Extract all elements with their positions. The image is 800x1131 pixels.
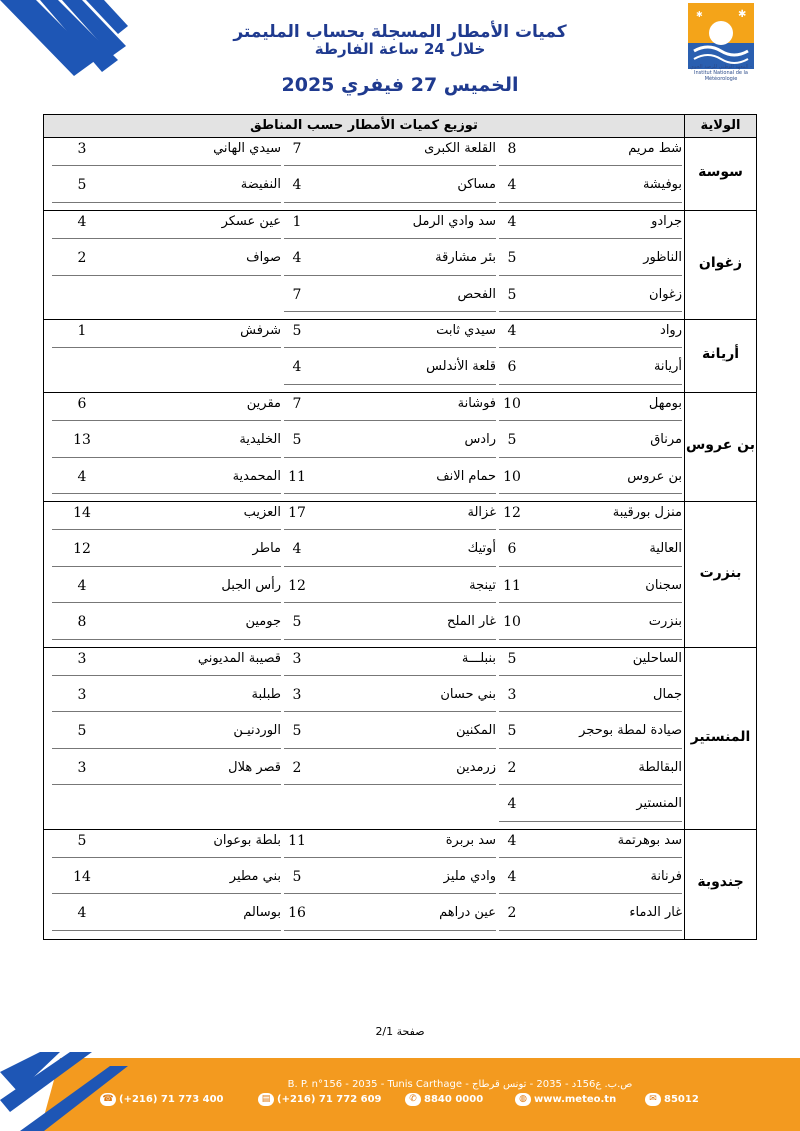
rainfall-value: 4 (77, 468, 87, 485)
cell-underline (499, 384, 682, 385)
station-name: غار الدماء (629, 905, 682, 921)
cell-underline (52, 784, 281, 785)
cell-underline (52, 529, 281, 530)
region-name: بنزرت (699, 564, 742, 581)
cell-underline (284, 275, 496, 276)
station-name: غزالة (467, 505, 496, 520)
cell-underline (284, 311, 496, 312)
region-name: زغوان (698, 255, 743, 272)
rainfall-value: 11 (288, 832, 306, 849)
cell-underline (499, 857, 682, 858)
cell-underline (284, 893, 496, 894)
station-name: وادي مليز (443, 869, 496, 884)
cell-underline (499, 347, 682, 348)
station-name: قصر هلال (228, 759, 281, 775)
header-stripes-decoration (0, 0, 140, 80)
rainfall-value: 17 (288, 505, 306, 521)
station-name: الناظور (643, 250, 682, 266)
station-name: بني مطير (229, 869, 281, 884)
station-name: المكنين (455, 723, 496, 739)
rainfall-value: 8 (507, 141, 517, 157)
region-name: المنستير (690, 728, 751, 745)
report-title: كميات الأمطار المسجلة بحساب المليمتر (233, 22, 567, 42)
cell-underline (284, 384, 496, 385)
svg-text:✱: ✱ (696, 10, 703, 19)
region-separator (44, 137, 756, 138)
station-name: رادس (464, 432, 496, 448)
station-name: زرمدين (456, 759, 496, 775)
cell-underline (284, 420, 496, 421)
cell-underline (284, 457, 496, 458)
station-name: البقالطة (638, 759, 682, 775)
rainfall-value: 7 (292, 395, 302, 412)
rainfall-value: 5 (292, 323, 302, 339)
region-separator (44, 392, 756, 393)
rainfall-value: 3 (292, 687, 302, 703)
station-name: صواف (246, 250, 281, 266)
header-distribution: توزيع كميات الأمطار حسب المناطق (250, 118, 478, 133)
logo-caption: المعهد الوطني للرصد الجوي - Institut National de la Météorologie (690, 64, 752, 82)
station-name: المنستير (636, 796, 682, 812)
cell-underline (52, 857, 281, 858)
cell-underline (284, 202, 496, 203)
region-separator (44, 210, 756, 211)
cell-underline (284, 602, 496, 603)
rainfall-value: 3 (77, 759, 87, 776)
report-subtitle: خلال 24 ساعة الفارطة (314, 40, 486, 58)
station-name: جمال (653, 687, 682, 702)
region-separator (44, 501, 756, 502)
rainfall-value: 5 (507, 286, 517, 303)
station-name: سيدي الهاني (213, 141, 281, 156)
region-separator (44, 647, 756, 648)
station-name: قلعة الأندلس (426, 359, 496, 375)
rainfall-value: 3 (507, 687, 517, 703)
rainfall-value: 1 (292, 213, 302, 230)
cell-underline (284, 529, 496, 530)
cell-underline (52, 748, 281, 749)
rainfall-value: 5 (292, 723, 302, 740)
phone-icon: ☎ (100, 1093, 116, 1106)
region-separator (44, 829, 756, 830)
cell-underline (284, 347, 496, 348)
station-name: شط مريم (628, 141, 682, 156)
station-name: مساكن (457, 177, 496, 193)
station-name: جرادو (651, 213, 682, 229)
rainfall-value: 4 (292, 177, 302, 194)
station-name: ماطر (252, 541, 281, 557)
station-name: طبلبة (251, 687, 281, 702)
rainfall-value: 4 (292, 359, 302, 376)
station-name: بوسالم (243, 905, 281, 921)
cell-underline (52, 566, 281, 567)
cell-underline (499, 420, 682, 421)
rainfall-value: 3 (292, 650, 302, 667)
meteo-logo (688, 3, 754, 69)
rainfall-value: 11 (288, 468, 306, 485)
rainfall-value: 3 (77, 650, 87, 667)
station-name: جومين (245, 614, 281, 630)
station-name: مقرين (246, 395, 281, 411)
rainfall-value: 5 (507, 250, 517, 267)
station-name: فوشانة (457, 395, 496, 411)
rainfall-value: 4 (77, 577, 87, 594)
cell-underline (52, 275, 281, 276)
station-name: عين دراهم (439, 905, 496, 921)
station-name: الوردنيـن (233, 723, 281, 739)
rainfall-value: 4 (77, 213, 87, 230)
cell-underline (52, 675, 281, 676)
rainfall-value: 10 (503, 395, 521, 412)
cell-underline (499, 238, 682, 239)
station-name: مرناق (650, 432, 682, 448)
region-name: بن عروس (685, 437, 756, 454)
rainfall-value: 10 (503, 614, 521, 631)
sms-icon: ✉ (645, 1093, 661, 1106)
station-name: سد وادي الرمل (412, 213, 496, 229)
fax-icon: ▤ (258, 1093, 274, 1106)
footer-website[interactable]: ◍ www.meteo.tn (515, 1092, 616, 1108)
rainfall-value: 2 (507, 905, 517, 922)
cell-underline (499, 748, 682, 749)
rainfall-value: 4 (507, 796, 517, 813)
cell-underline (499, 202, 682, 203)
station-name: حمام الانف (436, 468, 496, 484)
cell-underline (284, 675, 496, 676)
region-name: أريانة (701, 346, 740, 363)
rainfall-value: 4 (507, 323, 517, 339)
station-name: صيادة لمطة بوحجر (579, 723, 682, 739)
rainfall-value: 4 (507, 832, 517, 849)
rainfall-value: 4 (507, 213, 517, 230)
cell-underline (499, 566, 682, 567)
region-separator (44, 319, 756, 320)
station-name: غار الملح (447, 614, 496, 630)
footer-address: B. P. n°156 - 2035 - Tunis Carthage - ص.ب. ع156د - 2035 - تونس قرطاج (287, 1079, 633, 1090)
rainfall-value: 4 (292, 250, 302, 267)
rainfall-value: 5 (77, 177, 87, 194)
cell-underline (52, 238, 281, 239)
rainfall-value: 4 (507, 177, 517, 194)
station-name: بومهل (648, 395, 682, 411)
footer-phone: ☎ (+216) 71 773 400 (100, 1092, 224, 1108)
cell-underline (499, 784, 682, 785)
footer-sms: ✉ 85012 (645, 1092, 699, 1108)
cell-underline (284, 711, 496, 712)
cell-underline (52, 602, 281, 603)
rainfall-value: 5 (292, 614, 302, 631)
rainfall-table (43, 114, 757, 940)
cell-underline (284, 493, 496, 494)
rainfall-value: 3 (77, 687, 87, 703)
station-name: أوتيك (467, 541, 496, 557)
rainfall-value: 8 (77, 614, 87, 631)
footer-fax: ▤ (+216) 71 772 609 (258, 1092, 382, 1108)
station-name: النفيضة (240, 177, 281, 193)
rainfall-value: 7 (292, 286, 302, 303)
station-name: الخليدية (239, 432, 281, 448)
cell-underline (52, 893, 281, 894)
station-name: بني حسان (440, 687, 496, 702)
cell-underline (499, 893, 682, 894)
cell-underline (499, 275, 682, 276)
cell-underline (52, 457, 281, 458)
cell-underline (284, 930, 496, 931)
rainfall-value: 13 (73, 432, 91, 449)
cell-underline (52, 165, 281, 166)
rainfall-value: 14 (73, 869, 91, 885)
rainfall-value: 5 (507, 723, 517, 740)
report-date: الخميس 27 فيفري 2025 (281, 74, 519, 96)
cell-underline (52, 202, 281, 203)
rainfall-value: 11 (503, 577, 521, 594)
rainfall-value: 7 (292, 141, 302, 157)
cell-underline (52, 420, 281, 421)
svg-text:✱: ✱ (738, 9, 747, 20)
rainfall-value: 5 (507, 432, 517, 449)
cell-underline (52, 347, 281, 348)
station-name: بئر مشارقة (435, 250, 496, 266)
rainfall-value: 1 (77, 323, 87, 339)
cell-underline (499, 639, 682, 640)
station-name: بلطة بوعوان (213, 832, 281, 848)
cell-underline (499, 930, 682, 931)
rainfall-value: 16 (288, 905, 306, 922)
page-number: صفحة 2/1 (375, 1025, 425, 1038)
station-name: سجنان (645, 577, 682, 593)
station-name: قصيبة المديوني (197, 650, 281, 666)
cell-underline (284, 639, 496, 640)
cell-underline (499, 821, 682, 822)
rainfall-value: 5 (77, 832, 87, 849)
cell-underline (284, 857, 496, 858)
rainfall-value: 6 (507, 359, 517, 376)
station-name: سد بربرة (445, 832, 496, 848)
cell-underline (499, 493, 682, 494)
rainfall-value: 4 (292, 541, 302, 558)
cell-underline (499, 711, 682, 712)
rainfall-value: 12 (288, 577, 306, 594)
cell-underline (52, 493, 281, 494)
cell-underline (499, 457, 682, 458)
station-name: القلعة الكبرى (424, 141, 496, 156)
rainfall-value: 5 (292, 869, 302, 885)
rainfall-value: 14 (73, 505, 91, 521)
station-name: منزل بورقيبة (612, 505, 682, 520)
station-name: الساحلين (632, 650, 682, 666)
station-name: أريانة (653, 359, 682, 375)
station-name: عين عسكر (221, 213, 281, 229)
globe-icon: ◍ (515, 1093, 531, 1106)
station-name: فرنانة (650, 869, 682, 884)
station-name: بوفيشة (642, 177, 682, 193)
station-name: المحمدية (232, 468, 281, 484)
station-name: تينجة (469, 577, 496, 593)
cell-underline (499, 165, 682, 166)
cell-underline (52, 639, 281, 640)
footer-green-number: ✆ 8840 0000 (405, 1092, 483, 1108)
green-phone-icon: ✆ (405, 1093, 421, 1106)
station-name: رواد (660, 323, 682, 338)
rainfall-value: 6 (77, 395, 87, 412)
rainfall-value: 2 (507, 759, 517, 776)
rainfall-value: 4 (507, 869, 517, 885)
station-name: العالية (649, 541, 682, 557)
station-name: سيدي ثابت (436, 323, 496, 338)
rainfall-value: 2 (77, 250, 87, 267)
rainfall-value: 6 (507, 541, 517, 558)
cell-underline (284, 784, 496, 785)
station-name: الفحص (457, 286, 496, 302)
station-name: بن عروس (627, 468, 682, 484)
station-name: زغوان (649, 286, 682, 302)
cell-underline (284, 566, 496, 567)
cell-underline (499, 675, 682, 676)
cell-underline (52, 930, 281, 931)
rainfall-value: 10 (503, 468, 521, 485)
cell-underline (499, 602, 682, 603)
region-column-divider (684, 115, 685, 939)
cell-underline (284, 748, 496, 749)
station-name: بنزرت (648, 614, 682, 630)
rainfall-value: 4 (77, 905, 87, 922)
rainfall-value: 2 (292, 759, 302, 776)
station-name: بنبلـــة (461, 650, 496, 666)
rainfall-value: 5 (507, 650, 517, 667)
station-name: العزيب (243, 505, 281, 520)
region-name: سوسة (698, 164, 743, 181)
header-region: الولاية (700, 118, 741, 133)
rainfall-value: 3 (77, 141, 87, 157)
station-name: شرفش (240, 323, 281, 338)
rainfall-value: 12 (503, 505, 521, 521)
rainfall-value: 5 (292, 432, 302, 449)
cell-underline (499, 529, 682, 530)
rainfall-value: 12 (73, 541, 91, 558)
station-name: رأس الجبل (221, 577, 281, 593)
cell-underline (499, 311, 682, 312)
cell-underline (284, 165, 496, 166)
cell-underline (52, 711, 281, 712)
region-name: جندوبة (697, 874, 744, 891)
station-name: سد بوهرتمة (617, 832, 682, 848)
rainfall-value: 5 (77, 723, 87, 740)
cell-underline (284, 238, 496, 239)
